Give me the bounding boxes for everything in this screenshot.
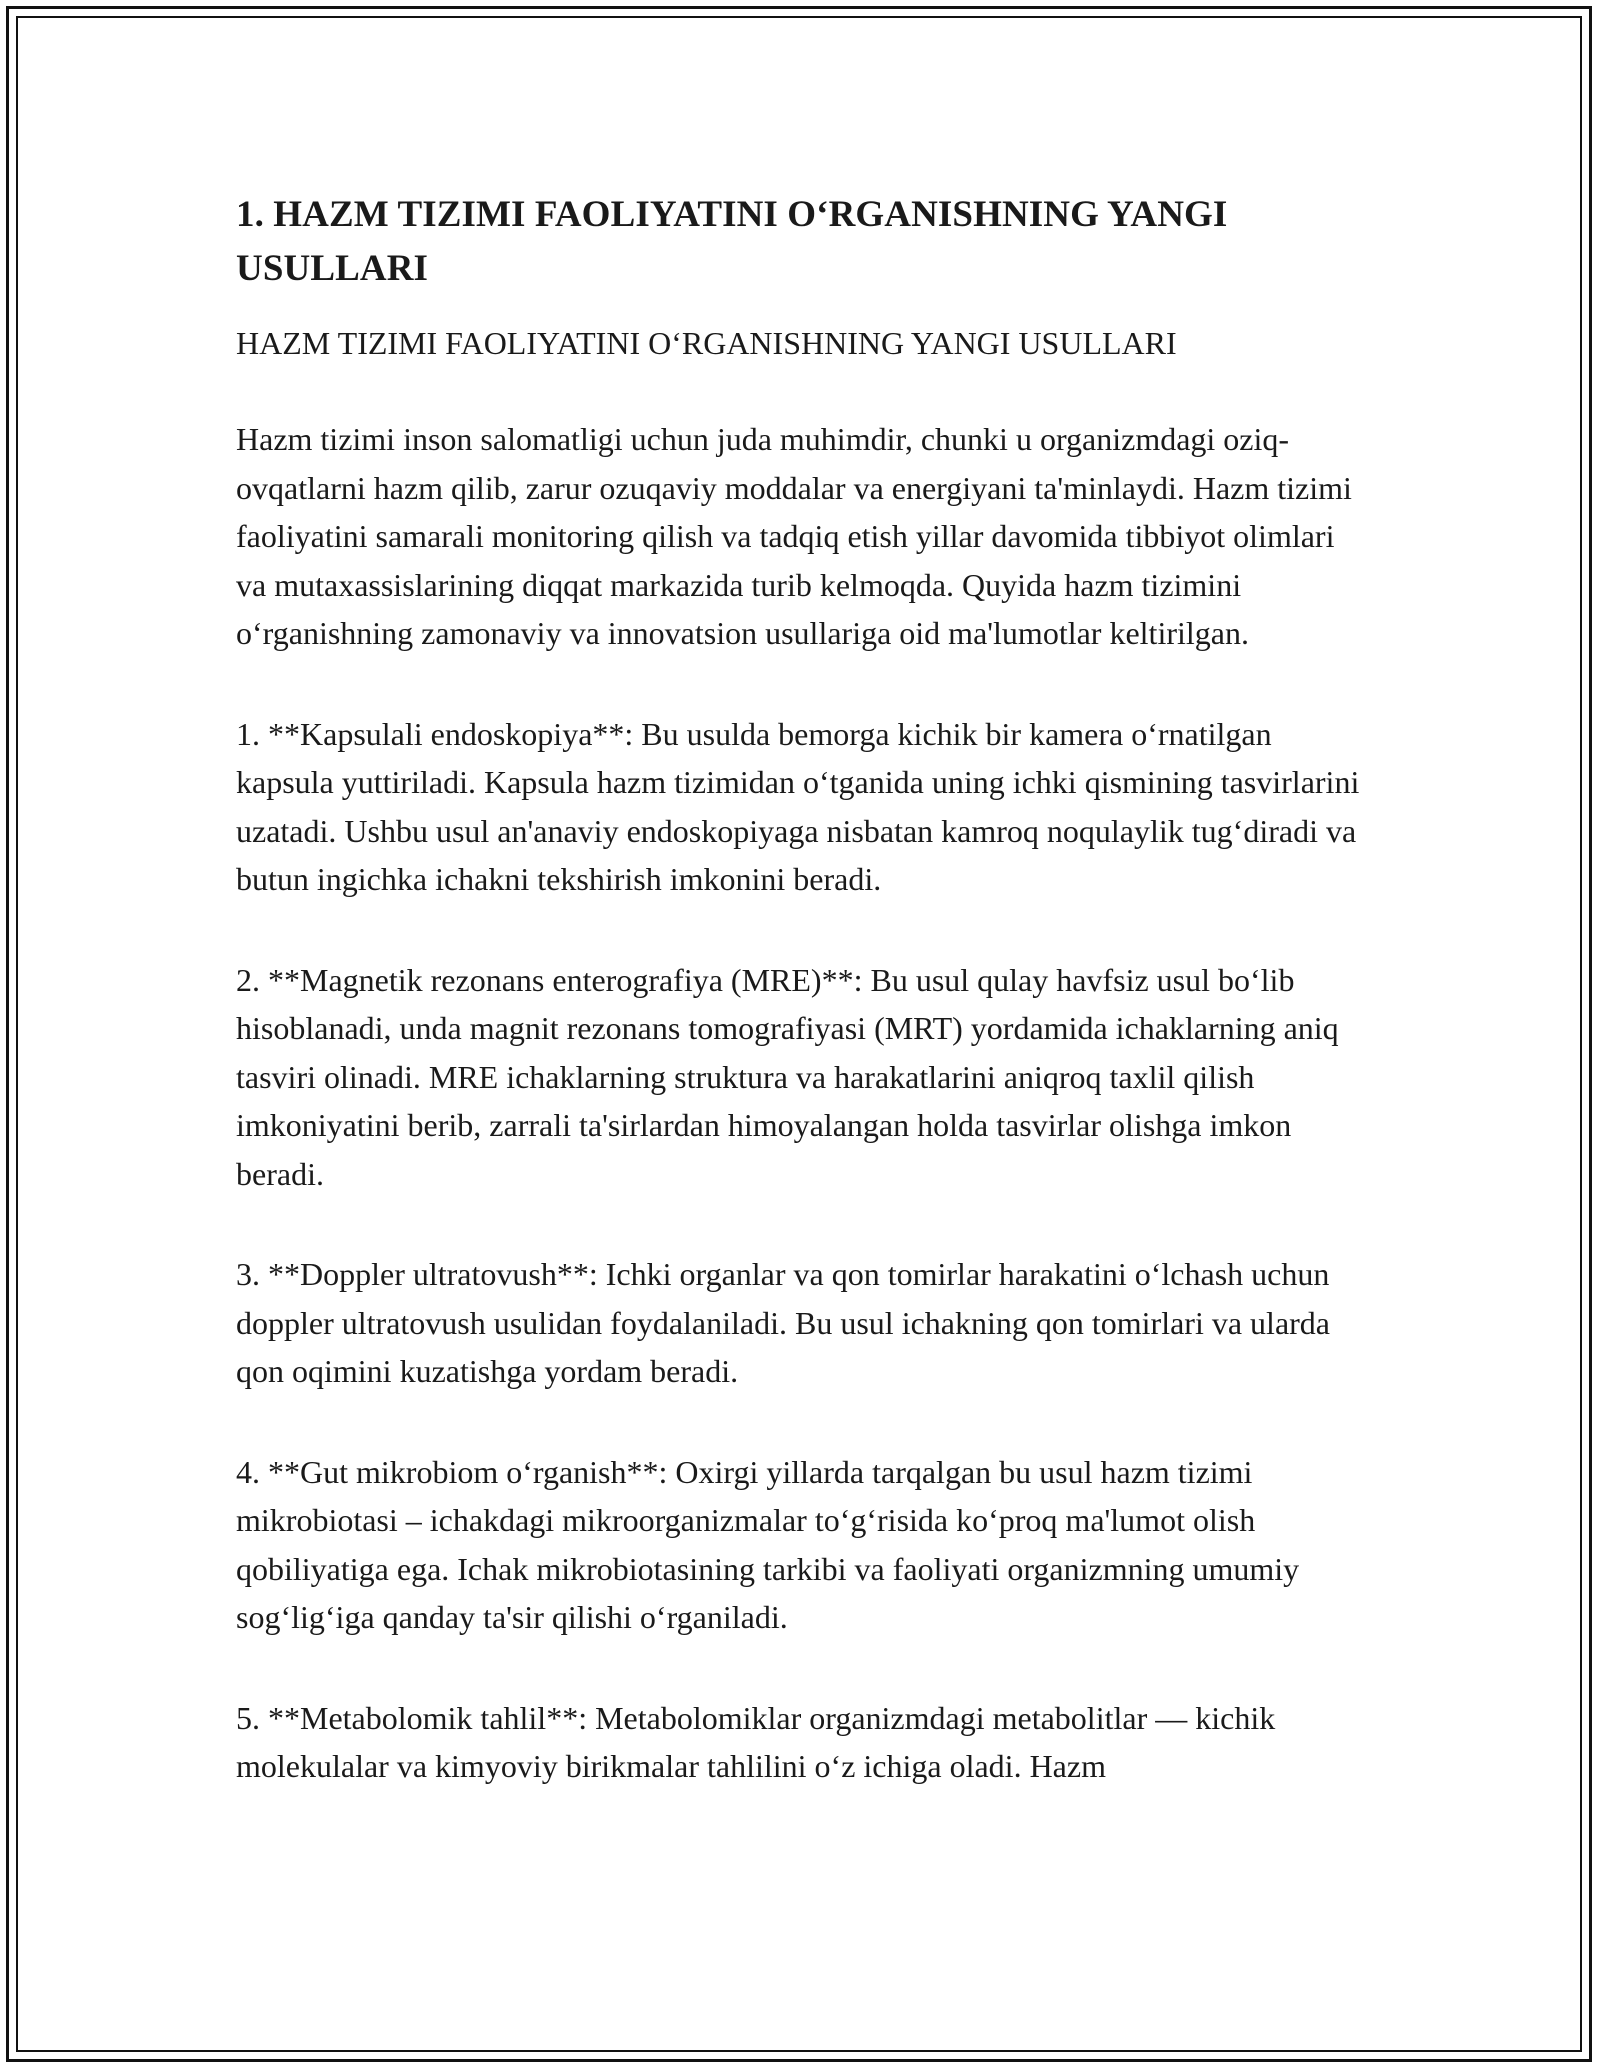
method-paragraph-mre: 2. **Magnetik rezonans enterografiya (MRE)**: Bu usul qulay havfsiz usul bo‘lib hisoblanadi, unda magnit rezonans tomografiyasi (MRT) yordamida ichaklarning aniq tasviri olinadi. MRE ichaklarning struktura va harakatlarini aniqroq taxlil qilish imkoniyatini berib, zarrali ta'sirlardan himoyalangan holda tasvirlar olishga imkon beradi.: [236, 961, 1339, 1192]
document-body: [236, 188, 1366, 1791]
method-paragraph-gut-microbiome: 4. **Gut mikrobiom o‘rganish**: Oxirgi yillarda tarqalgan bu usul hazm tizimi mikrobiotasi – ichakdagi mikroorganizmalar to‘g‘risida ko‘proq ma'lumot olish qobiliyatiga ega. Ichak mikrobiotasining tarkibi va faoliyati organizmning umumiy sog‘lig‘iga qanday ta'sir qilishi o‘rganiladi.: [236, 1453, 1300, 1635]
section-subtitle: HAZM TIZIMI FAOLIYATINI O‘RGANISHNING YANGI USULLARI: [236, 325, 1177, 361]
method-paragraph-doppler: 3. **Doppler ultratovush**: Ichki organlar va qon tomirlar harakatini o‘lchash uchun doppler ultratovush usulidan foydalaniladi. Bu usul ichakning qon tomirlari va ularda qon oqimini kuzatishga yordam beradi.: [236, 1256, 1330, 1389]
page-title: 1. HAZM TIZIMI FAOLIYATINI O‘RGANISHNING YANGI USULLARI: [236, 194, 1228, 289]
method-paragraph-capsule-endoscopy: 1. **Kapsulali endoskopiya**: Bu usulda bemorga kichik bir kamera o‘rnatilgan kapsula yuttiriladi. Kapsula hazm tizimidan o‘tganida uning ichki qismining tasvirlarini uzatadi. Ushbu usul an'anaviy endoskopiyaga nisbatan kamroq noqulaylik tug‘diradi va butun ingichka ichakni tekshirish imkonini beradi.: [236, 715, 1360, 897]
intro-paragraph: Hazm tizimi inson salomatligi uchun juda muhimdir, chunki u organizmdagi oziq-ovqatlarni hazm qilib, zarur ozuqaviy moddalar va energiyani ta'minlaydi. Hazm tizimi faoliyatini samarali monitoring qilish va tadqiq etish yillar davomida tibbiyot olimlari va mutaxassislarining diqqat markazida turib kelmoqda. Quyida hazm tizimini o‘rganishning zamonaviy va innovatsion usullariga oid ma'lumotlar keltirilgan.: [236, 421, 1352, 651]
method-paragraph-metabolomics: 5. **Metabolomik tahlil**: Metabolomiklar organizmdagi metabolitlar — kichik molekulalar va kimyoviy birikmalar tahlilini o‘z ichiga oladi. Hazm: [236, 1699, 1276, 1784]
